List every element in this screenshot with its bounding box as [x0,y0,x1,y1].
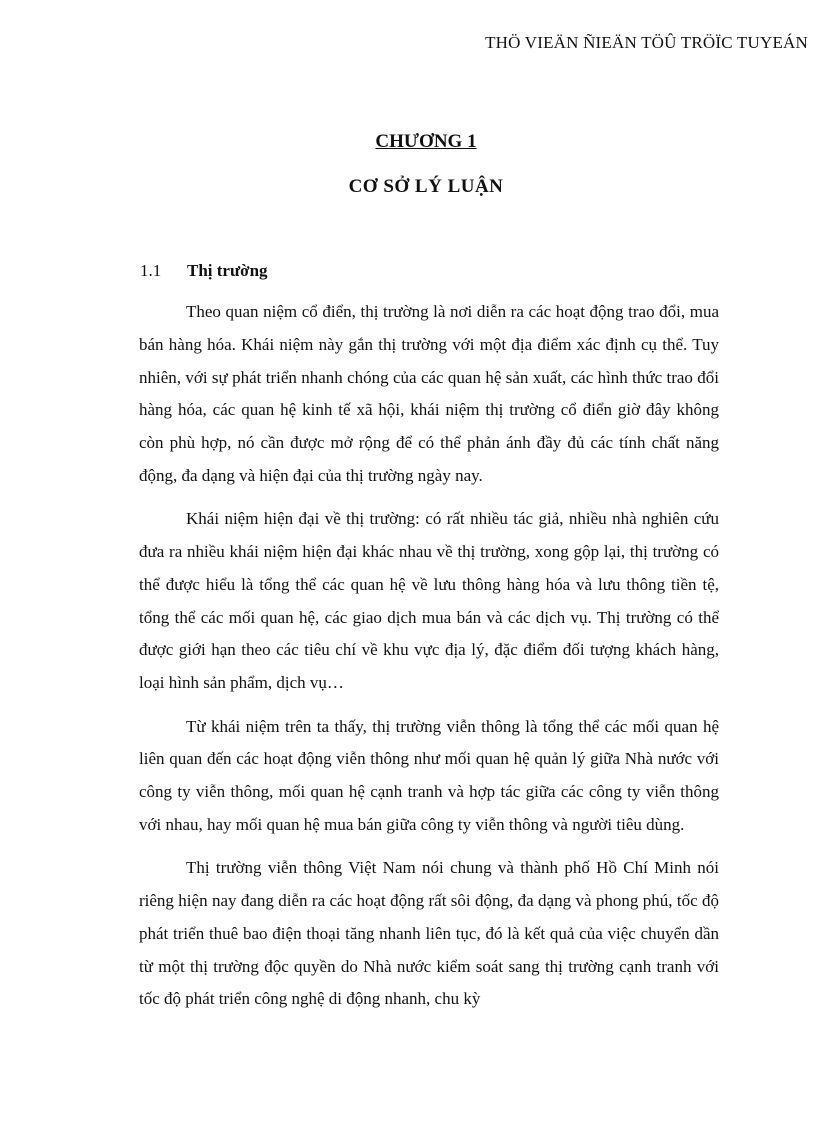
paragraph: Thị trường viễn thông Việt Nam nói chung và thành phố Hồ Chí Minh nói riêng hiện nay đang diễn ra các hoạt động rất sôi động, đa dạng và phong phú, tốc độ phát triển thuê bao điện thoại tăng nhanh liên tục, đó là kết quả của việc chuyển dần từ một thị trường độc quyền do Nhà nước kiểm soát sang thị trường cạnh tranh với tốc độ phát triển công nghệ di động nhanh, chu kỳ [139,858,719,1009]
chapter-subtitle: CƠ SỞ LÝ LUẬN [348,176,504,197]
paragraph: Từ khái niệm trên ta thấy, thị trường viễn thông là tổng thể các mối quan hệ liên quan đến các hoạt động viễn thông như mối quan hệ quản lý giữa Nhà nước với công ty viễn thông, mối quan hệ cạnh tranh và hợp tác giữa các công ty viễn thông với nhau, hay mối quan hệ mua bán giữa công ty viễn thông và người tiêu dùng. [139,716,719,834]
paragraph: Theo quan niệm cổ điển, thị trường là nơi diễn ra các hoạt động trao đổi, mua bán hàng hóa. Khái niệm này gắn thị trường với một địa điểm xác định cụ thể. Tuy nhiên, với sự phát triển nhanh chóng của các quan hệ sản xuất, các hình thức trao đổi hàng hóa, các quan hệ kinh tế xã hội, khái niệm thị trường cổ điển giờ đây không còn phù hợp, nó cần được mở rộng để có thể phản ánh đầy đủ các tính chất năng động, đa dạng và hiện đại của thị trường ngày nay. [139,302,719,485]
chapter-title: CHƯƠNG 1 [375,131,477,152]
section-title: Thị trường [187,261,268,280]
paragraph: Khái niệm hiện đại về thị trường: có rất nhiều tác giả, nhiều nhà nghiên cứu đưa ra nhiều khái niệm hiện đại khác nhau về thị trường, xong gộp lại, thị trường có thể được hiểu là tổng thể các quan hệ về lưu thông hàng hóa và lưu thông tiền tệ, tổng thể các mối quan hệ, các giao dịch mua bán và các dịch vụ. Thị trường có thể được giới hạn theo các tiêu chí về khu vực địa lý, đặc điểm đối tượng khách hàng, loại hình sản phẩm, dịch vụ… [139,509,719,693]
section-number: 1.1 [140,261,162,280]
page-header: THÖ VIEÄN ÑIEÄN TÖÛ TRÖÏC TUYEÁN [485,33,808,52]
body-text [139,296,719,1027]
section-heading [140,261,268,281]
